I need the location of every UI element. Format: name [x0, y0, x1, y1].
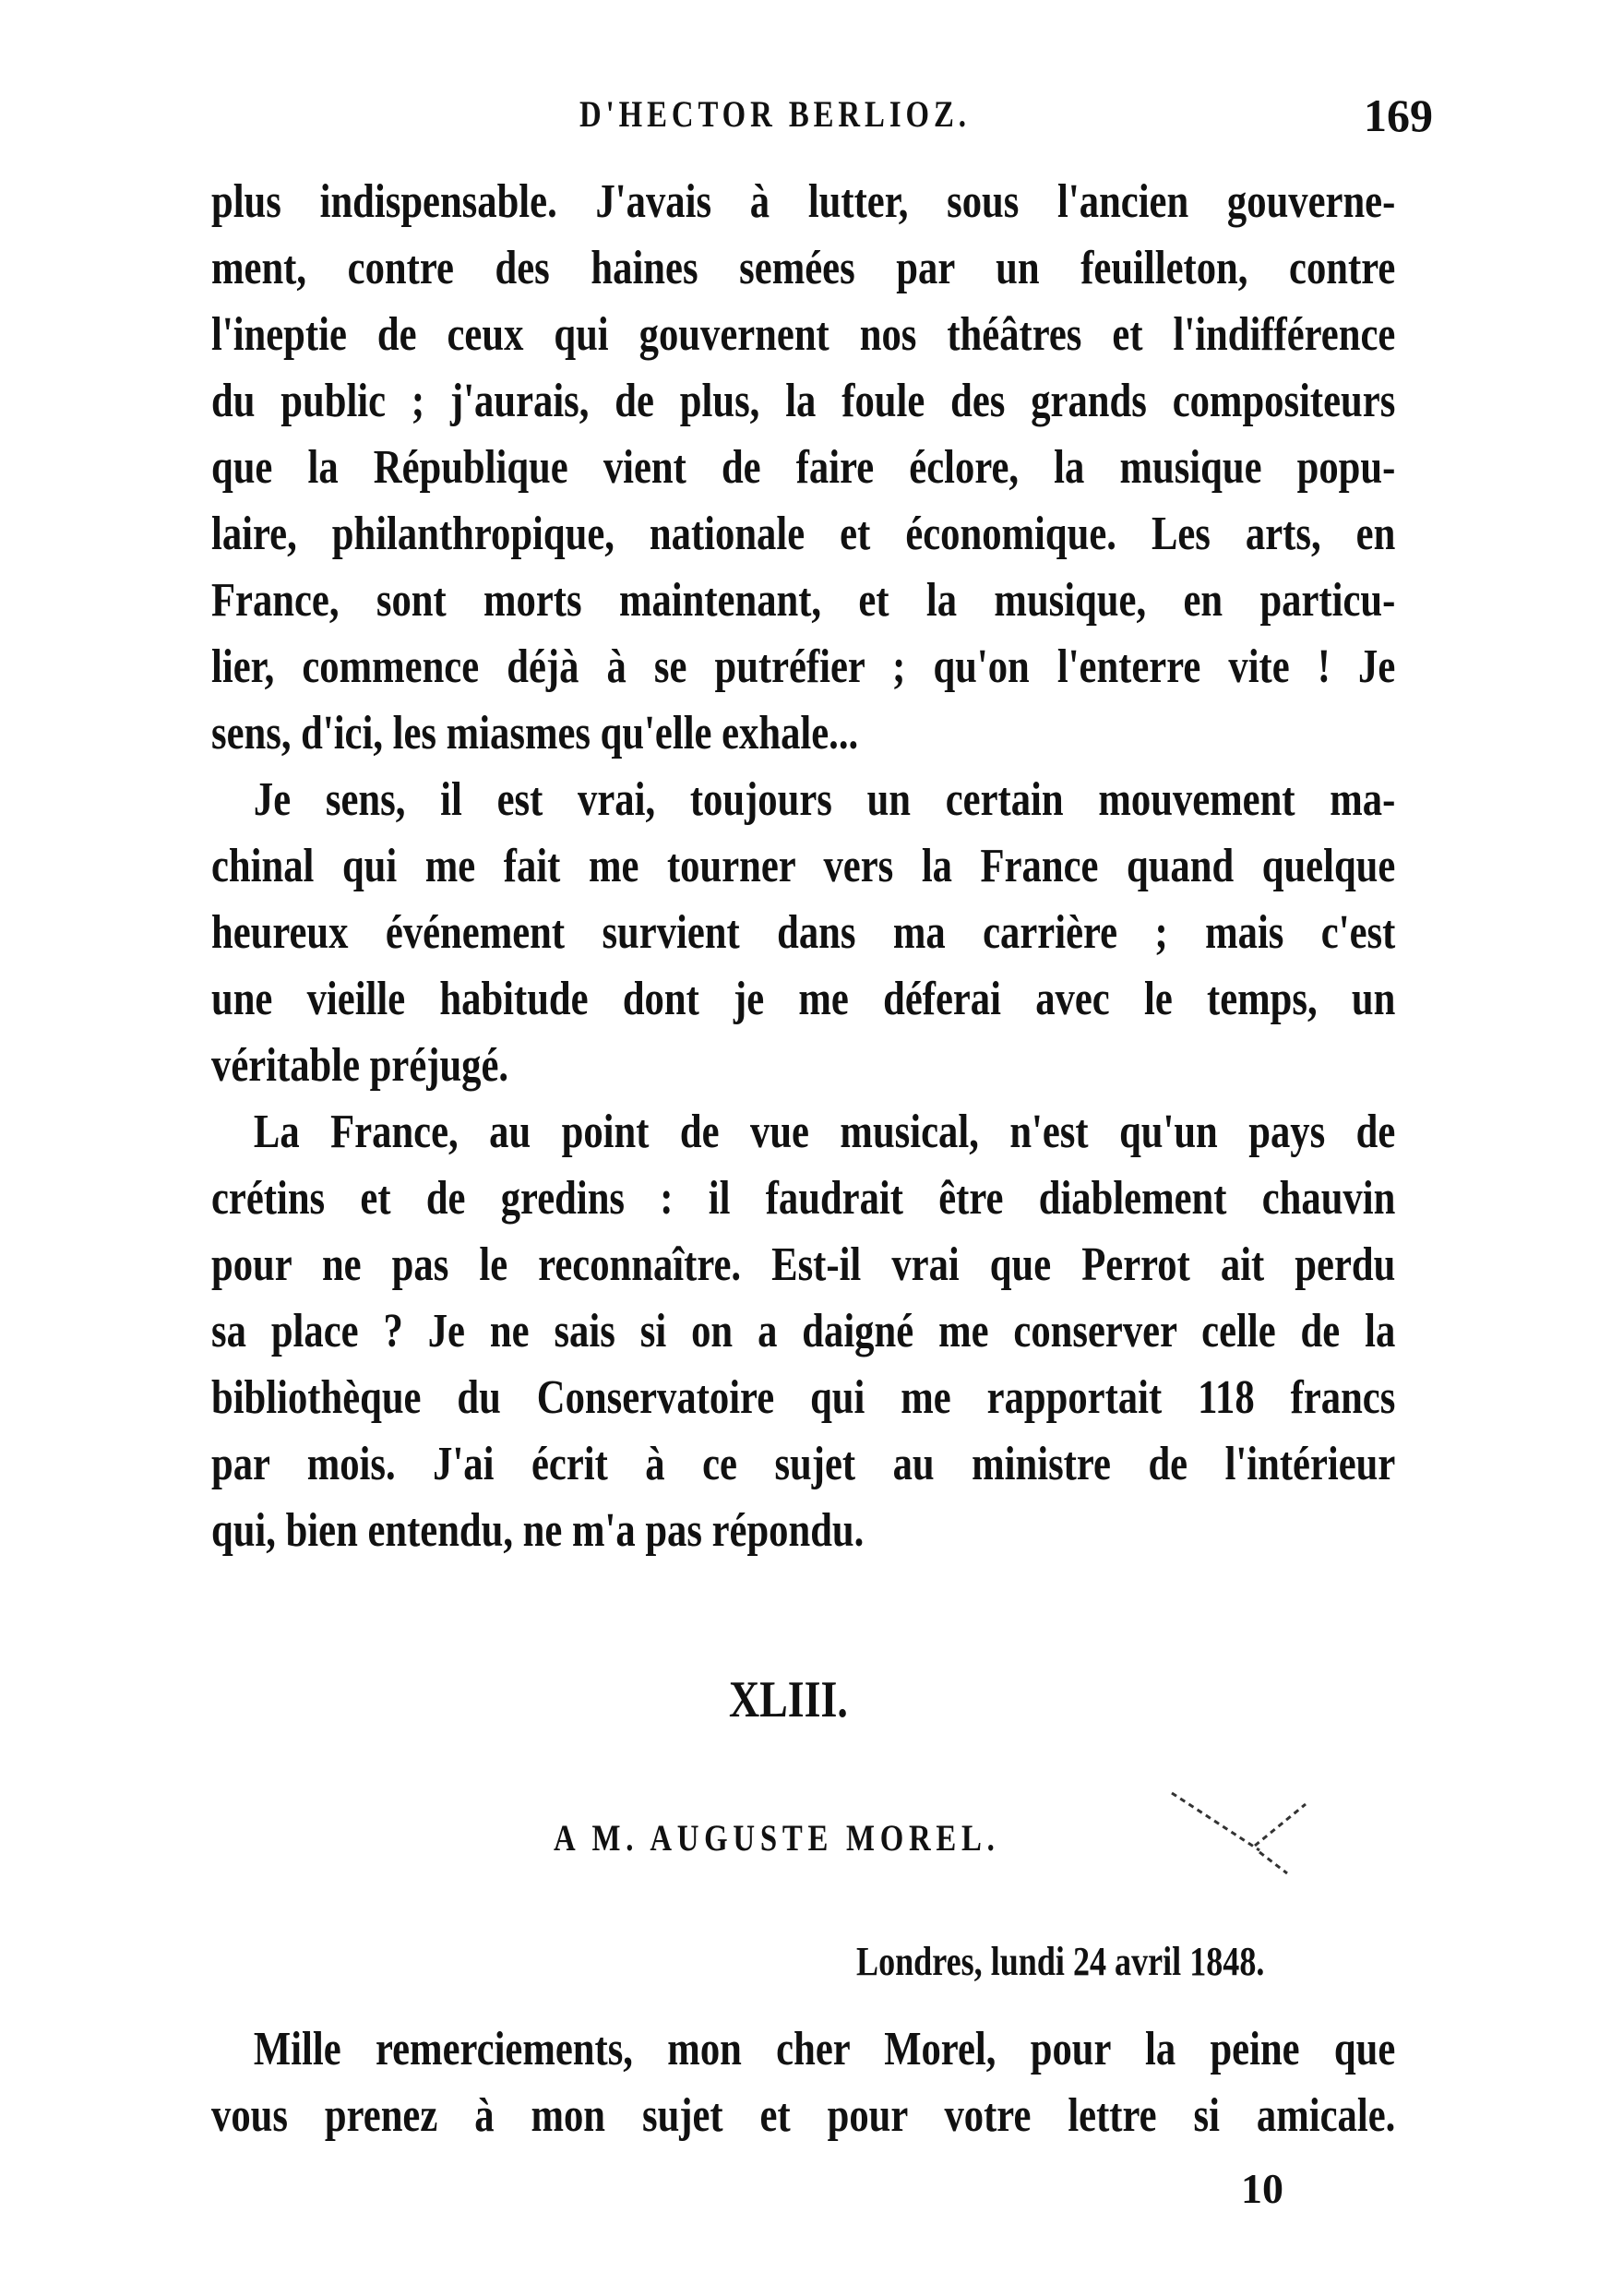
signature-mark: 10 [1241, 2165, 1283, 2212]
text-line: chinal qui me fait me tourner vers la France quand quelque [211, 840, 1396, 892]
text-line: Mille remerciements, mon cher Morel, pour la peine que [253, 2023, 1396, 2075]
stamp-mark-icon [1167, 1786, 1315, 1887]
text-line: véritable préjugé. [211, 1039, 509, 1092]
text-line: La France, au point de vue musical, n'est qu'un pays de [253, 1106, 1396, 1158]
text-line: plus indispensable. J'avais à lutter, sous l'ancien gouverne- [211, 175, 1396, 228]
page-number: 169 [1364, 90, 1433, 141]
text-line: qui, bien entendu, ne m'a pas répondu. [211, 1504, 865, 1557]
text-line: heureux événement survient dans ma carrière ; mais c'est [211, 906, 1396, 959]
text-line: lier, commence déjà à se putréfier ; qu'on l'enterre vite ! Je [211, 640, 1396, 693]
text-line: une vieille habitude dont je me déferai avec le temps, un [211, 973, 1396, 1025]
text-line: sa place ? Je ne sais si on a daigné me conserver celle de la [211, 1305, 1396, 1357]
letter-text [211, 2016, 1395, 2149]
text-line: que la République vient de faire éclore, la musique popu- [211, 441, 1396, 494]
letter-addressee: A M. AUGUSTE MOREL. [554, 1817, 1000, 1859]
text-line: sens, d'ici, les miasmes qu'elle exhale... [211, 707, 859, 759]
text-line: laire, philanthropique, nationale et économique. Les arts, en [211, 508, 1396, 560]
text-line: l'ineptie de ceux qui gouvernent nos théâtres et l'indifférence [211, 308, 1396, 361]
text-line: France, sont morts maintenant, et la musique, en particu- [211, 574, 1396, 627]
letter-number: XLIII. [729, 1671, 848, 1728]
text-line: pour ne pas le reconnaître. Est-il vrai que Perrot ait perdu [211, 1238, 1396, 1291]
running-head: D'HECTOR BERLIOZ. [579, 93, 971, 135]
text-line: Je sens, il est vrai, toujours un certain mouvement ma- [253, 773, 1396, 826]
text-line: crétins et de gredins : il faudrait être diablement chauvin [211, 1172, 1396, 1225]
letter-dateline: Londres, lundi 24 avril 1848. [856, 1939, 1265, 1984]
text-line: bibliothèque du Conservatoire qui me rapportait 118 francs [211, 1371, 1396, 1424]
text-line: ment, contre des haines semées par un feuilleton, contre [211, 242, 1396, 294]
text-line: du public ; j'aurais, de plus, la foule des grands compositeurs [211, 375, 1396, 427]
text-line: vous prenez à mon sujet et pour votre lettre si amicale. [211, 2089, 1396, 2142]
text-line: par mois. J'ai écrit à ce sujet au ministre de l'intérieur [211, 1438, 1396, 1490]
body-text [211, 169, 1395, 1564]
